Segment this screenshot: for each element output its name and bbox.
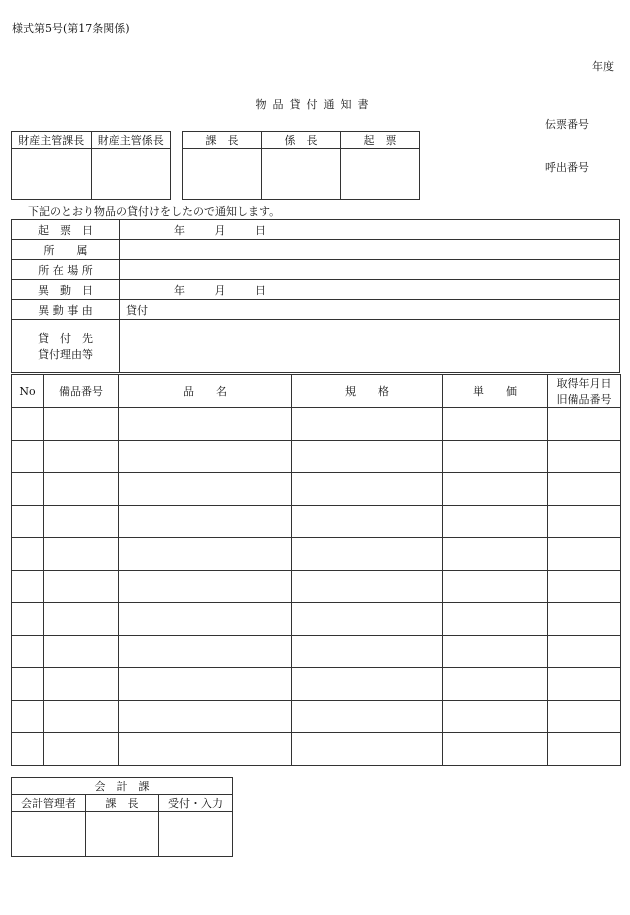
- transfer-reason-field[interactable]: 貸付: [120, 300, 620, 320]
- item-cell[interactable]: [443, 408, 548, 441]
- approval-header: 課 長: [183, 132, 262, 149]
- form-number: 様式第5号(第17条関係): [12, 22, 130, 35]
- item-cell[interactable]: [44, 733, 119, 766]
- item-cell[interactable]: [44, 603, 119, 636]
- item-cell[interactable]: [12, 635, 44, 668]
- item-cell[interactable]: [119, 408, 292, 441]
- item-cell[interactable]: [44, 505, 119, 538]
- item-cell[interactable]: [292, 733, 443, 766]
- table-row: [12, 603, 621, 636]
- lendee-label: [12, 320, 120, 373]
- item-cell[interactable]: [548, 668, 621, 701]
- approval-stamp-box[interactable]: [262, 149, 341, 200]
- accounting-title: 会 計 課: [12, 778, 233, 795]
- approval-header: 係 長: [262, 132, 341, 149]
- item-cell[interactable]: [119, 538, 292, 571]
- item-cell[interactable]: [12, 700, 44, 733]
- item-cell[interactable]: [119, 440, 292, 473]
- item-cell[interactable]: [119, 505, 292, 538]
- item-cell[interactable]: [119, 700, 292, 733]
- item-cell[interactable]: [292, 635, 443, 668]
- day-label: 日: [255, 283, 266, 297]
- approval-stamp-box[interactable]: [183, 149, 262, 200]
- item-cell[interactable]: [12, 538, 44, 571]
- item-cell[interactable]: [119, 570, 292, 603]
- draft-date-label: 起 票 日: [12, 220, 120, 240]
- table-row: [12, 408, 621, 441]
- item-cell[interactable]: [12, 570, 44, 603]
- lendee-label-line1: 貸 付 先: [38, 332, 93, 345]
- day-label: 日: [255, 223, 266, 237]
- approval-table-left: [11, 131, 171, 200]
- call-number-label: 呼出番号: [545, 161, 589, 174]
- accounting-stamp-box[interactable]: [86, 812, 159, 857]
- item-cell[interactable]: [443, 668, 548, 701]
- table-row: [12, 538, 621, 571]
- lendee-label-line2: 貸付理由等: [38, 348, 93, 361]
- item-cell[interactable]: [44, 570, 119, 603]
- item-cell[interactable]: [44, 473, 119, 506]
- accounting-stamp-box[interactable]: [159, 812, 233, 857]
- fiscal-year: 年度: [592, 60, 614, 73]
- lendee-field[interactable]: [120, 320, 620, 373]
- item-cell[interactable]: [548, 473, 621, 506]
- draft-date-field[interactable]: [120, 220, 620, 240]
- item-cell[interactable]: [44, 700, 119, 733]
- item-cell[interactable]: [443, 603, 548, 636]
- item-cell[interactable]: [12, 408, 44, 441]
- month-label: 月: [214, 283, 226, 297]
- item-cell[interactable]: [292, 408, 443, 441]
- item-cell[interactable]: [548, 603, 621, 636]
- item-cell[interactable]: [12, 668, 44, 701]
- item-cell[interactable]: [44, 538, 119, 571]
- column-header-item-number: 備品番号: [44, 375, 119, 408]
- notice-text: 下記のとおり物品の貸付けをしたので通知します。: [28, 205, 281, 218]
- item-cell[interactable]: [292, 473, 443, 506]
- items-table: [11, 374, 621, 766]
- accounting-header: 会計管理者: [12, 795, 86, 812]
- item-cell[interactable]: [12, 473, 44, 506]
- year-label: 年: [174, 283, 185, 297]
- item-cell[interactable]: [119, 733, 292, 766]
- transfer-date-label: 異 動 日: [12, 280, 120, 300]
- accounting-table: [11, 777, 233, 857]
- column-header-spec: 規 格: [292, 375, 443, 408]
- acquisition-date-label: 取得年月日: [556, 377, 612, 390]
- item-cell[interactable]: [548, 538, 621, 571]
- item-cell[interactable]: [443, 570, 548, 603]
- item-cell[interactable]: [443, 473, 548, 506]
- item-cell[interactable]: [443, 440, 548, 473]
- transfer-reason-label: 異 動 事 由: [12, 300, 120, 320]
- approval-header: 起 票: [341, 132, 420, 149]
- column-header-unit-price: 単 価: [443, 375, 548, 408]
- item-cell[interactable]: [443, 505, 548, 538]
- table-row: [12, 473, 621, 506]
- table-row: [12, 440, 621, 473]
- table-row: [12, 700, 621, 733]
- item-cell[interactable]: [44, 668, 119, 701]
- approval-stamp-box[interactable]: [12, 149, 92, 200]
- item-cell[interactable]: [292, 440, 443, 473]
- item-cell[interactable]: [12, 505, 44, 538]
- item-cell[interactable]: [119, 603, 292, 636]
- table-row: [12, 635, 621, 668]
- item-cell[interactable]: [548, 733, 621, 766]
- item-cell[interactable]: [292, 538, 443, 571]
- item-cell[interactable]: [292, 505, 443, 538]
- affiliation-field[interactable]: [120, 240, 620, 260]
- item-cell[interactable]: [292, 570, 443, 603]
- item-cell[interactable]: [548, 440, 621, 473]
- accounting-stamp-box[interactable]: [12, 812, 86, 857]
- location-label: 所 在 場 所: [12, 260, 120, 280]
- approval-header: 財産主管係長: [91, 132, 171, 149]
- item-cell[interactable]: [443, 635, 548, 668]
- table-row: [12, 505, 621, 538]
- month-label: 月: [214, 223, 226, 237]
- item-cell[interactable]: [548, 570, 621, 603]
- table-row: [12, 733, 621, 766]
- item-cell[interactable]: [548, 700, 621, 733]
- item-cell[interactable]: [119, 635, 292, 668]
- table-row: [12, 570, 621, 603]
- year-label: 年: [174, 223, 185, 237]
- item-cell[interactable]: [443, 733, 548, 766]
- accounting-header: 課 長: [86, 795, 159, 812]
- location-field[interactable]: [120, 260, 620, 280]
- approval-stamp-box[interactable]: [91, 149, 171, 200]
- item-cell[interactable]: [12, 603, 44, 636]
- item-cell[interactable]: [548, 505, 621, 538]
- item-cell[interactable]: [292, 603, 443, 636]
- item-cell[interactable]: [119, 473, 292, 506]
- accounting-header: 受付・入力: [159, 795, 233, 812]
- item-cell[interactable]: [292, 668, 443, 701]
- item-cell[interactable]: [443, 700, 548, 733]
- item-cell[interactable]: [292, 700, 443, 733]
- page-title: 物品貸付通知書: [255, 98, 375, 111]
- column-header-item-name: 品 名: [119, 375, 292, 408]
- item-cell[interactable]: [548, 635, 621, 668]
- table-row: [12, 668, 621, 701]
- approval-header: 財産主管課長: [12, 132, 92, 149]
- transfer-date-field[interactable]: [120, 280, 620, 300]
- info-table: [11, 219, 620, 373]
- item-cell[interactable]: [12, 440, 44, 473]
- item-cell[interactable]: [44, 440, 119, 473]
- item-cell[interactable]: [12, 733, 44, 766]
- approval-stamp-box[interactable]: [341, 149, 420, 200]
- item-cell[interactable]: [44, 408, 119, 441]
- affiliation-label: 所 属: [12, 240, 120, 260]
- column-header-acquisition: [548, 375, 621, 408]
- item-cell[interactable]: [119, 668, 292, 701]
- slip-number-label: 伝票番号: [545, 118, 589, 131]
- item-cell[interactable]: [548, 408, 621, 441]
- item-cell[interactable]: [44, 635, 119, 668]
- column-header-no: No: [12, 375, 44, 408]
- approval-table-right: [182, 131, 420, 200]
- item-cell[interactable]: [443, 538, 548, 571]
- old-item-number-label: 旧備品番号: [556, 393, 612, 406]
